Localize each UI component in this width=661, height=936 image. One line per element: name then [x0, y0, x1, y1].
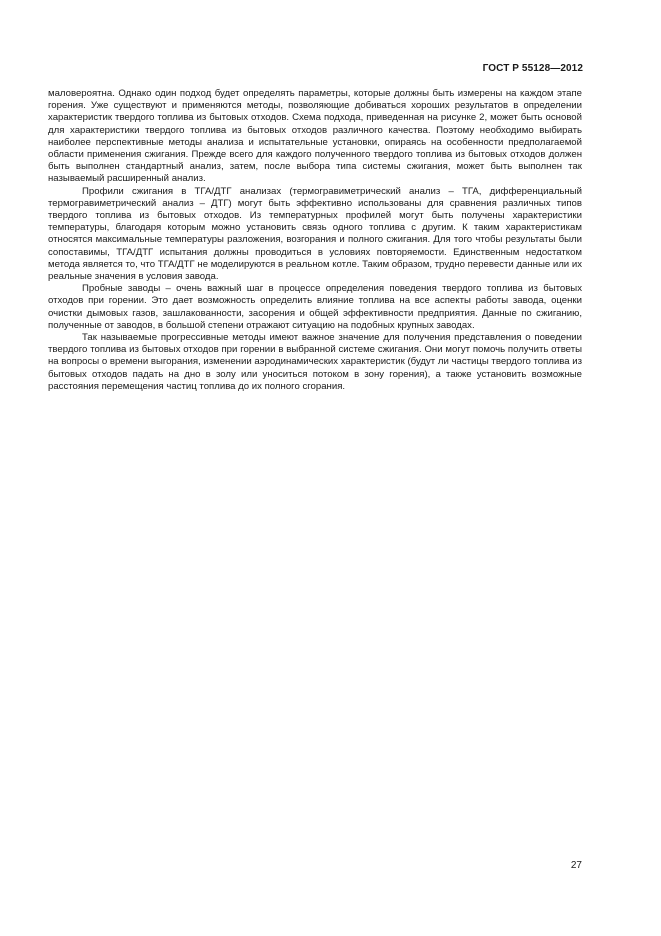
standard-id-header: ГОСТ Р 55128—2012: [482, 63, 583, 74]
paragraph-tga-dtg: Профили сжигания в ТГА/ДТГ анализах (термогравиметрический анализ – ТГА, дифференциальный термогравиметрический анализ – ДТГ) могут быть эффективно использованы для сравнения различных типов твердого топлива из бытовых отходов. Из температурных профилей могут быть получены характеристики температуры, благодаря которым можно установить связь одного топлива с другим. К таким характеристикам относятся максимальные температуры разложения, возгорания и полного сжигания. Для того чтобы результаты были сопоставимы, ТГА/ДТГ испытания должны проводиться в условиях повторяемости. Единственным недостатком метода является то, что ТГА/ДТГ не моделируются в реальном котле. Таким образом, трудно перевести данные или их реальные значения в условия завода.: [48, 185, 582, 283]
paragraph-continuation: маловероятна. Однако один подход будет определять параметры, которые должны быть измерены на каждом этапе горения. Уже существуют и применяются методы, позволяющие добиваться хороших результатов в определении характеристик твердого топлива из бытовых отходов. Схема подхода, приведенная на рисунке 2, может быть основой для характеристики твердого топлива из бытовых отходов различного качества. Поэтому необходимо выбирать наиболее перспективные методы анализа и испытательные установки, опираясь на особенности предполагаемой области применения сжигания. Прежде всего для каждого полученного твердого топлива из бытовых отходов должен быть выполнен стандартный анализ, затем, после выбора типа системы сжигания, может быть выполнен так называемый расширенный анализ.: [48, 88, 582, 185]
body-text: [48, 88, 582, 393]
paragraph-pilot-plants: Пробные заводы – очень важный шаг в процессе определения поведения твердого топлива из бытовых отходов при горении. Это дает возможность определить влияние топлива на все аспекты работы завода, оценки очистки дымовых газов, зашлакованности, засорения и общей эффективности предприятия. Данные по сжиганию, полученные от заводов, в большой степени отражают ситуацию на подобных крупных заводах.: [48, 283, 582, 331]
page-number: 27: [570, 860, 582, 871]
paragraph-advanced-methods: Так называемые прогрессивные методы имеют важное значение для получения представления о поведении твердого топлива из бытовых отходов при горении в выбранной системе сжигания. Они могут помочь получить ответы на вопросы о времени выгорания, изменении аэродинамических характеристик (будут ли частицы твердого топлива из бытовых отходов падать на дно в золу или уноситься потоком в зону горения), а также установить возможные расстояния перемещения частиц топлива до их полного сгорания.: [48, 332, 583, 392]
